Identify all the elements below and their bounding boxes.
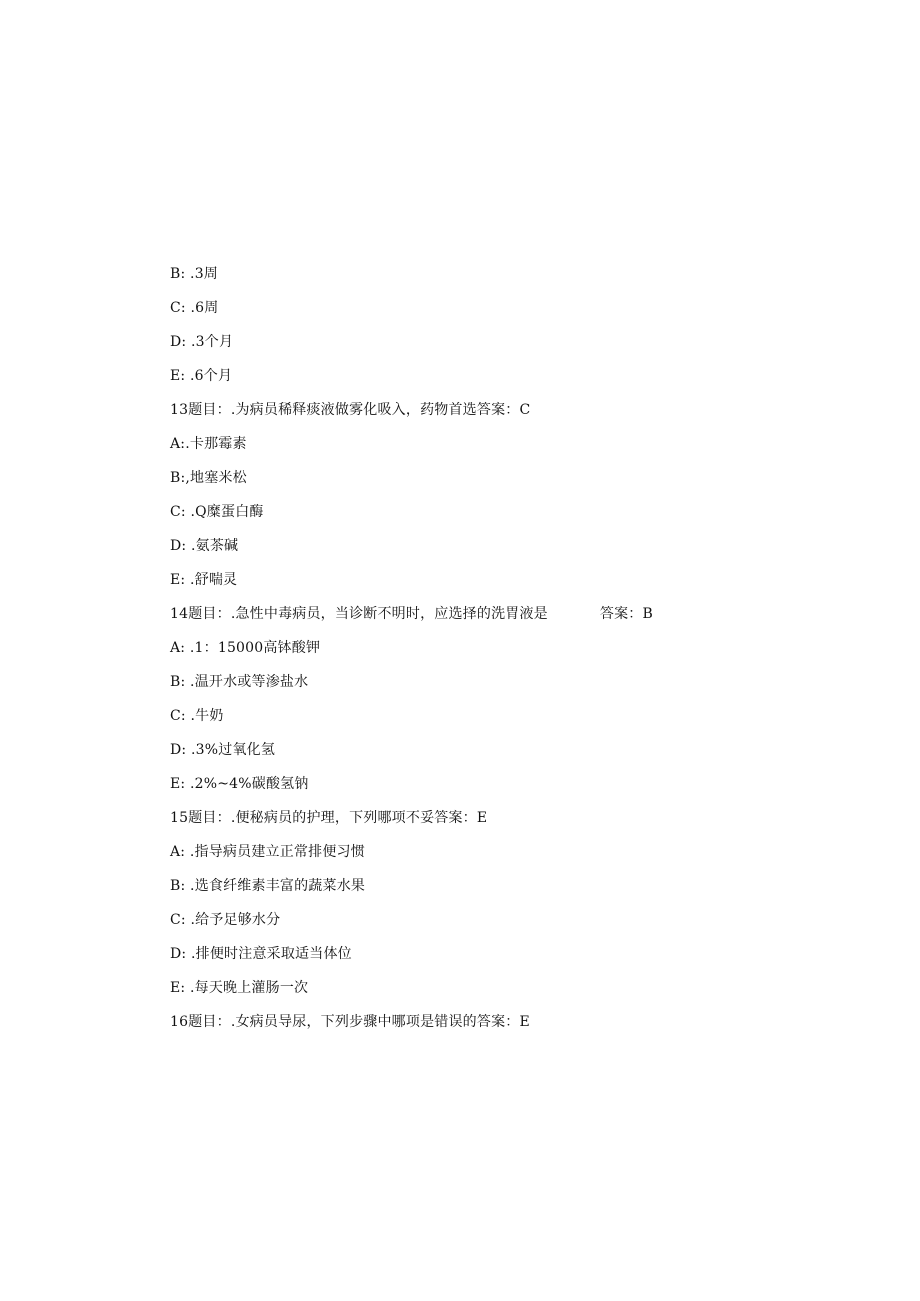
option-c-q14: C: .牛奶 <box>170 708 224 724</box>
option-b-q15: B: .选食纤维素丰富的蔬菜水果 <box>170 878 366 894</box>
question-14 <box>170 602 870 636</box>
option-c-q15: C: .给予足够水分 <box>170 912 281 928</box>
question-14-answer: 答案：B <box>599 606 653 622</box>
option-d-q14: D: .3%过氧化氢 <box>170 742 276 758</box>
option-c-q12: C: .6周 <box>170 300 219 316</box>
question-14-text: 14题目：.急性中毒病员，当诊断不明时，应选择的洗胃液是 <box>170 606 548 622</box>
option-c-q13: C: .Q糜蛋白酶 <box>170 504 264 520</box>
option-d-q15: D: .排便时注意采取适当体位 <box>170 946 352 962</box>
question-list <box>170 262 870 1044</box>
option-e-q13: E: .舒喘灵 <box>170 572 238 588</box>
question-13: 13题目：.为病员稀释痰液做雾化吸入，药物首选答案：C <box>170 402 531 418</box>
option-a-q15: A: .指导病员建立正常排便习惯 <box>170 844 365 860</box>
option-b-q12: B: .3周 <box>170 266 219 282</box>
option-d-q12: D: .3个月 <box>170 334 234 350</box>
option-e-q14: E: .2%~4%碳酸氢钠 <box>170 776 309 792</box>
option-a-q14: A: .1：15000高钵酸钾 <box>170 640 321 656</box>
option-b-q13: B:,地塞米松 <box>170 470 247 486</box>
option-e-q12: E: .6个月 <box>170 368 233 384</box>
option-e-q15: E: .每天晚上灌肠一次 <box>170 980 309 996</box>
option-a-q13: A:.卡那霉素 <box>170 436 247 452</box>
question-16: 16题目：.女病员导尿，下列步骤中哪项是错误的答案：E <box>170 1014 530 1030</box>
option-b-q14: B: .温开水或等渗盐水 <box>170 674 309 690</box>
question-15: 15题目：.便秘病员的护理，下列哪项不妥答案：E <box>170 810 488 826</box>
option-d-q13: D: .氨茶碱 <box>170 538 239 554</box>
